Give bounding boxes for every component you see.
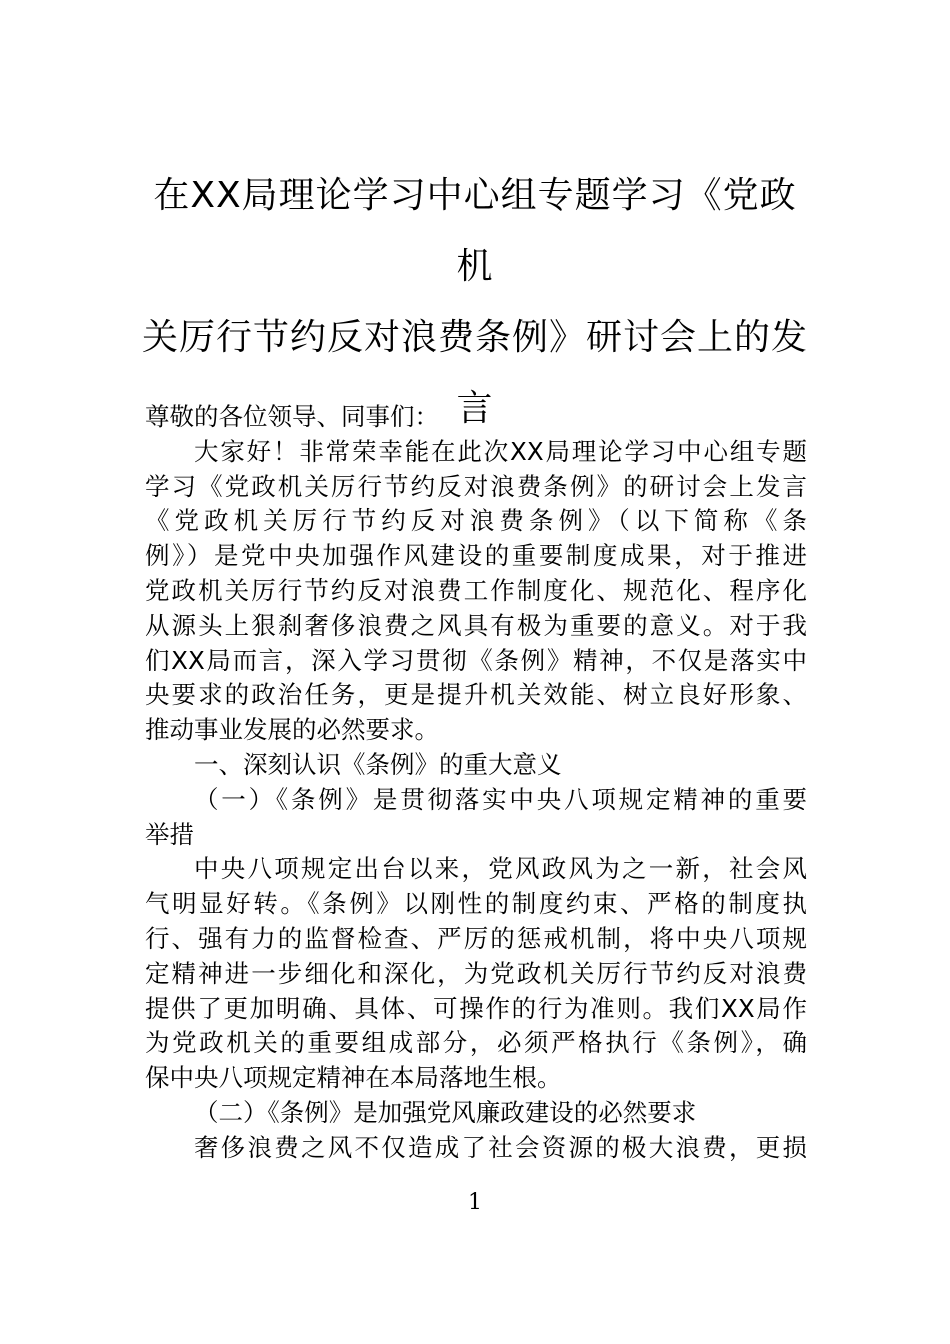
section-heading: 一、深刻认识《条例》的重大意义 <box>194 749 562 779</box>
subsection-heading: （二）《条例》是加强党风廉政建设的必然要求 <box>194 1097 697 1127</box>
paragraph-line: 《党政机关厉行节约反对浪费条例》（以下简称《条 <box>145 506 807 536</box>
paragraph-line: 推动事业发展的必然要求。 <box>145 715 439 745</box>
paragraph-line: 定精神进一步细化和深化，为党政机关厉行节约反对浪费 <box>145 958 807 988</box>
paragraph-line: 提供了更加明确、具体、可操作的行为准则。我们XX局作 <box>145 993 807 1023</box>
paragraph-line: 央要求的政治任务，更是提升机关效能、树立良好形象、 <box>145 680 807 710</box>
title-line: 在XX局理论学习中心组专题学习《党政机 <box>153 175 797 287</box>
paragraph-line: 保中央八项规定精神在本局落地生根。 <box>145 1063 562 1093</box>
document-body <box>145 400 807 1166</box>
paragraph-line: 们XX局而言，深入学习贯彻《条例》精神，不仅是落实中 <box>145 645 807 675</box>
paragraph-line: 从源头上狠刹奢侈浪费之风具有极为重要的意义。对于我 <box>145 610 807 640</box>
paragraph-line: 学习《党政机关厉行节约反对浪费条例》的研讨会上发言 <box>145 471 807 501</box>
subsection-heading: 举措 <box>145 819 194 849</box>
paragraph-line: 为党政机关的重要组成部分，必须严格执行《条例》，确 <box>145 1028 807 1058</box>
paragraph-line: 奢侈浪费之风不仅造成了社会资源的极大浪费，更损 <box>194 1132 807 1162</box>
paragraph-line: 行、强有力的监督检查、严厉的惩戒机制，将中央八项规 <box>145 923 807 953</box>
paragraph-line: 气明显好转。《条例》以刚性的制度约束、严格的制度执 <box>145 889 807 919</box>
paragraph-line: 党政机关厉行节约反对浪费工作制度化、规范化、程序化 <box>145 575 807 605</box>
title-line: 关厉行节约反对浪费条例》研讨会上的发 <box>141 317 808 358</box>
paragraph-line: 中央八项规定出台以来，党风政风为之一新，社会风 <box>194 854 807 884</box>
paragraph-line: 例》）是党中央加强作风建设的重要制度成果，对于推进 <box>145 541 807 571</box>
title-line: 言 <box>456 388 494 429</box>
salutation: 尊敬的各位领导、同事们： <box>145 402 439 431</box>
paragraph-line: 大家好！非常荣幸能在此次XX局理论学习中心组专题 <box>194 436 807 466</box>
page-number: 1 <box>468 1190 482 1215</box>
subsection-heading: （一）《条例》是贯彻落实中央八项规定精神的重要 <box>194 784 807 814</box>
